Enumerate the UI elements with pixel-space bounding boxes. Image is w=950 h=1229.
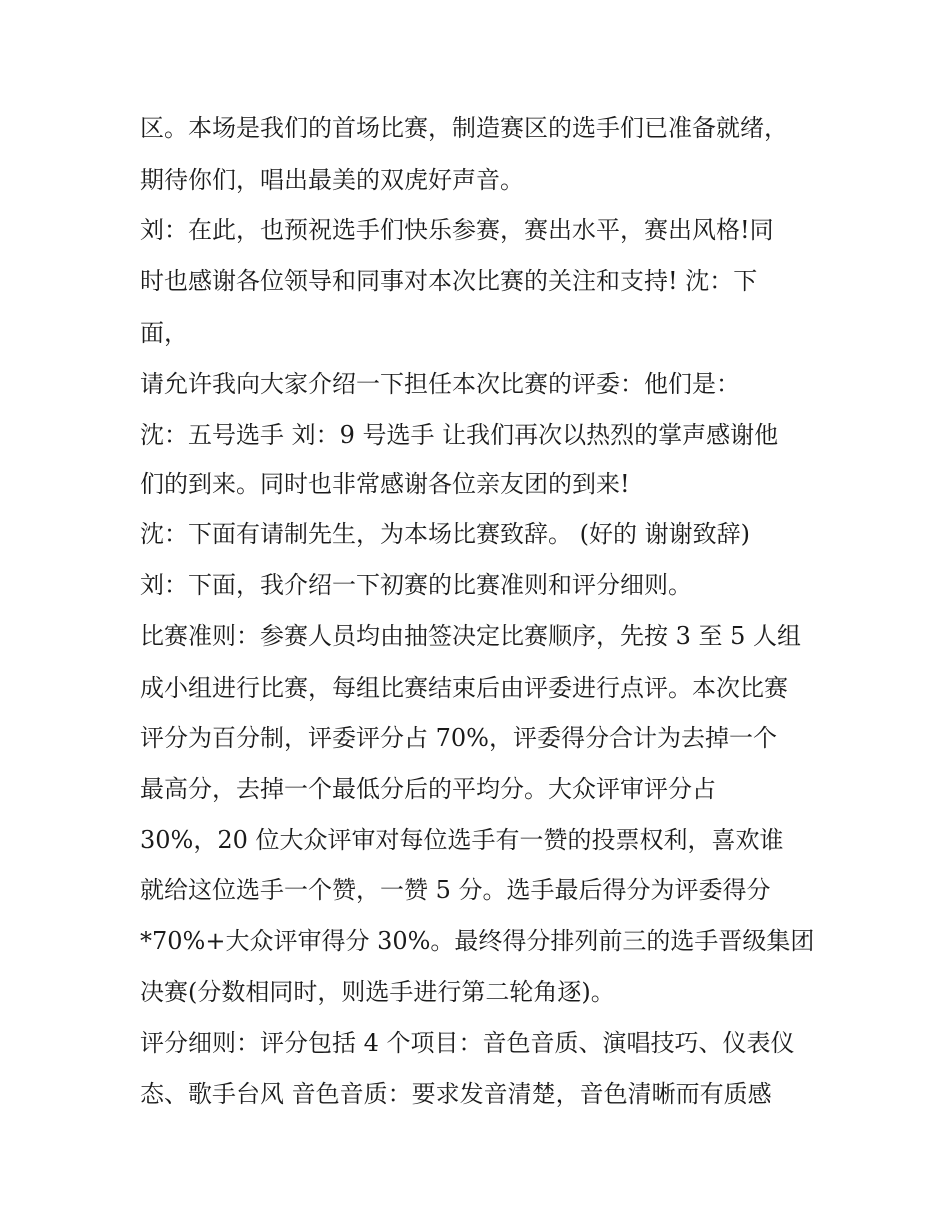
text-line: 比赛准则：参赛人员均由抽签决定比赛顺序，先按 3 至 5 人组 xyxy=(140,622,802,650)
text-line: 期待你们，唱出最美的双虎好声音。 xyxy=(140,166,524,194)
text-line: 刘：下面，我介绍一下初赛的比赛准则和评分细则。 xyxy=(140,571,692,599)
text-line: 30%，20 位大众评审对每位选手有一赞的投票权利，喜欢谁 xyxy=(140,826,784,854)
text-line: *70%+大众评审得分 30%。最终得分排列前三的选手晋级集团 xyxy=(140,927,815,955)
text-line: 决赛(分数相同时，则选手进行第二轮角逐)。 xyxy=(140,978,615,1006)
text-line: 区。本场是我们的首场比赛，制造赛区的选手们已准备就绪， xyxy=(140,114,788,142)
text-line: 们的到来。同时也非常感谢各位亲友团的到来! xyxy=(140,470,630,498)
text-line: 时也感谢各位领导和同事对本次比赛的关注和支持! 沈：下 xyxy=(140,267,758,295)
text-line: 面， xyxy=(140,319,188,347)
text-line: 沈：下面有请制先生，为本场比赛致辞。 (好的 谢谢致辞) xyxy=(140,520,750,548)
text-line: 评分细则：评分包括 4 个项目：音色音质、演唱技巧、仪表仪 xyxy=(140,1029,795,1057)
text-line: 成小组进行比赛，每组比赛结束后由评委进行点评。本次比赛 xyxy=(140,674,788,702)
text-line: 最高分，去掉一个最低分后的平均分。大众评审评分占 xyxy=(140,775,716,803)
text-line: 请允许我向大家介绍一下担任本次比赛的评委：他们是： xyxy=(140,370,740,398)
text-line: 就给这位选手一个赞，一赞 5 分。选手最后得分为评委得分 xyxy=(140,876,771,904)
text-line: 态、歌手台风 音色音质：要求发音清楚，音色清晰而有质感 xyxy=(140,1080,772,1108)
text-line: 沈：五号选手 刘：9 号选手 让我们再次以热烈的掌声感谢他 xyxy=(140,421,779,449)
text-line: 评分为百分制，评委评分占 70%，评委得分合计为去掉一个 xyxy=(140,724,777,752)
text-line: 刘：在此，也预祝选手们快乐参赛，赛出水平，赛出风格!同 xyxy=(140,216,774,244)
